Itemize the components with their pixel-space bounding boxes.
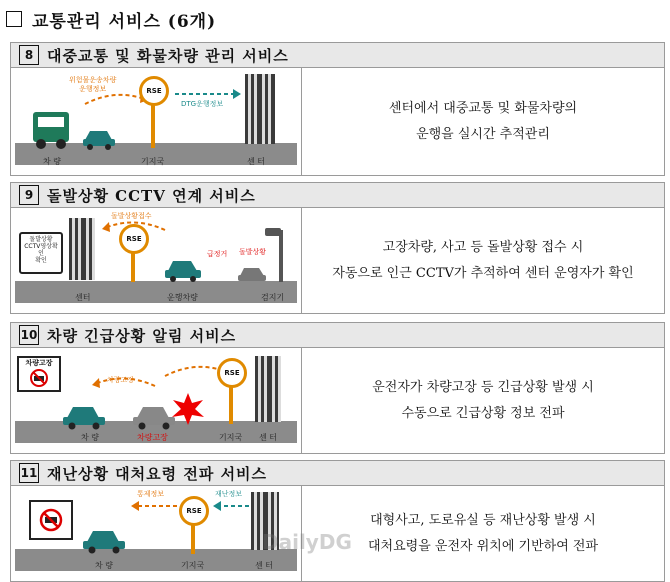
- desc-line: 운행을 실시간 추적관리: [416, 126, 550, 142]
- label-station: 기지국: [141, 157, 165, 166]
- label-station: 기지국: [181, 561, 205, 570]
- description: [302, 348, 664, 453]
- monitor-line-3: 확인: [35, 257, 47, 264]
- watermark: DailyDG: [262, 530, 352, 554]
- section-title: 차량 긴급상황 알림 서비스: [47, 326, 237, 345]
- road: [15, 281, 297, 303]
- section-header: [10, 460, 665, 486]
- no-car-icon: [39, 508, 63, 532]
- description: [302, 208, 664, 313]
- title-row: [6, 6, 216, 32]
- building-icon: [255, 356, 281, 422]
- car-icon: [163, 256, 203, 282]
- no-car-icon: [29, 369, 49, 387]
- page-title: 교통관리 서비스 (6개): [32, 11, 217, 32]
- section-number: 10: [19, 325, 39, 345]
- section-number: 8: [19, 45, 39, 65]
- section-header: [10, 182, 665, 208]
- sign-text: 차량고장: [25, 359, 53, 367]
- monitor-line-1: 돌발상황: [29, 236, 53, 243]
- building-icon: [69, 218, 95, 280]
- incident-label: 돌발상황: [239, 248, 267, 256]
- section-number: 11: [19, 463, 39, 483]
- building-icon: [245, 74, 275, 144]
- desc-line: 대처요령을 운전자 위치에 기반하여 전파: [367, 538, 598, 554]
- label-station: 기지국: [219, 433, 243, 442]
- section-8: [10, 42, 665, 176]
- arrow-label-text: 위험물운송차량: [69, 76, 117, 84]
- desc-line: 대형사고, 도로유실 등 재난상황 발생 시: [370, 512, 596, 528]
- arrow-label: 차량고장: [107, 376, 135, 384]
- arrow-label: 돌발상황접수: [111, 212, 152, 220]
- arrow-icon: [173, 88, 243, 100]
- desc-line: 운전자가 차량고장 등 긴급상황 발생 시: [372, 379, 594, 395]
- illustration: [11, 208, 302, 313]
- rse-icon: RSE: [179, 496, 209, 526]
- arrow-label-text-2: 운행정보: [79, 85, 107, 93]
- section-number: 9: [19, 185, 39, 205]
- illustration: [11, 486, 302, 581]
- truck-icon: [29, 106, 75, 150]
- label-cctv: 검지기: [261, 293, 285, 302]
- rse-icon: RSE: [217, 358, 247, 388]
- illustration: [11, 68, 302, 175]
- warning-sign: [17, 356, 61, 392]
- arrow-label-2: 재난정보: [215, 490, 243, 498]
- arrow-label-2: DTG운행정보: [181, 100, 224, 108]
- illustration: [11, 348, 302, 453]
- arrow-icon: [211, 500, 251, 512]
- label-car: 차 량: [81, 433, 99, 442]
- arrow-icon: [129, 500, 179, 512]
- warning-sign: [29, 500, 73, 540]
- brake-label: 급정거: [207, 250, 228, 258]
- section-title: 재난상황 대처요령 전파 서비스: [47, 464, 268, 483]
- rse-icon: RSE: [119, 224, 149, 254]
- car-icon: [61, 402, 107, 430]
- section-header: [10, 42, 665, 68]
- section-header: [10, 322, 665, 348]
- section-body: [10, 348, 665, 454]
- label-center: 센 터: [255, 561, 273, 570]
- description: [302, 486, 664, 581]
- section-10: [10, 322, 665, 454]
- label-broken: 차량고장: [137, 433, 168, 442]
- description: [302, 68, 664, 175]
- label-center: 센터: [75, 293, 91, 302]
- desc-line: 고장차량, 사고 등 돌발상황 접수 시: [382, 239, 584, 255]
- label-car: 차 량: [43, 157, 61, 166]
- car-icon: [81, 526, 127, 554]
- rse-icon: RSE: [139, 76, 169, 106]
- section-body: [10, 208, 665, 314]
- section-11: [10, 460, 665, 582]
- monitor-line-2: CCTV영상확인: [24, 243, 58, 257]
- car-icon: [81, 126, 117, 150]
- cctv-icon: [263, 226, 285, 238]
- desc-line: 센터에서 대중교통 및 화물차량의: [388, 100, 578, 116]
- label-center: 센 터: [259, 433, 277, 442]
- arrow-label: 통제정보: [137, 490, 165, 498]
- label-car: 운행차량: [167, 293, 198, 302]
- desc-line: 수동으로 긴급상황 정보 전파: [401, 405, 565, 421]
- monitor-icon: [19, 232, 63, 274]
- section-title: 대중교통 및 화물차량 관리 서비스: [47, 46, 289, 65]
- section-9: [10, 182, 665, 314]
- section-body: [10, 68, 665, 176]
- checkbox-icon: [6, 11, 22, 27]
- label-center: 센 터: [247, 157, 265, 166]
- label-car: 차 량: [95, 561, 113, 570]
- incident-car-icon: [237, 264, 267, 284]
- desc-line: 자동으로 인근 CCTV가 추적하여 센터 운영자가 확인: [332, 265, 634, 281]
- monitor-text: [22, 236, 60, 264]
- section-title: 돌발상황 CCTV 연계 서비스: [47, 186, 256, 205]
- explosion-icon: [171, 392, 205, 426]
